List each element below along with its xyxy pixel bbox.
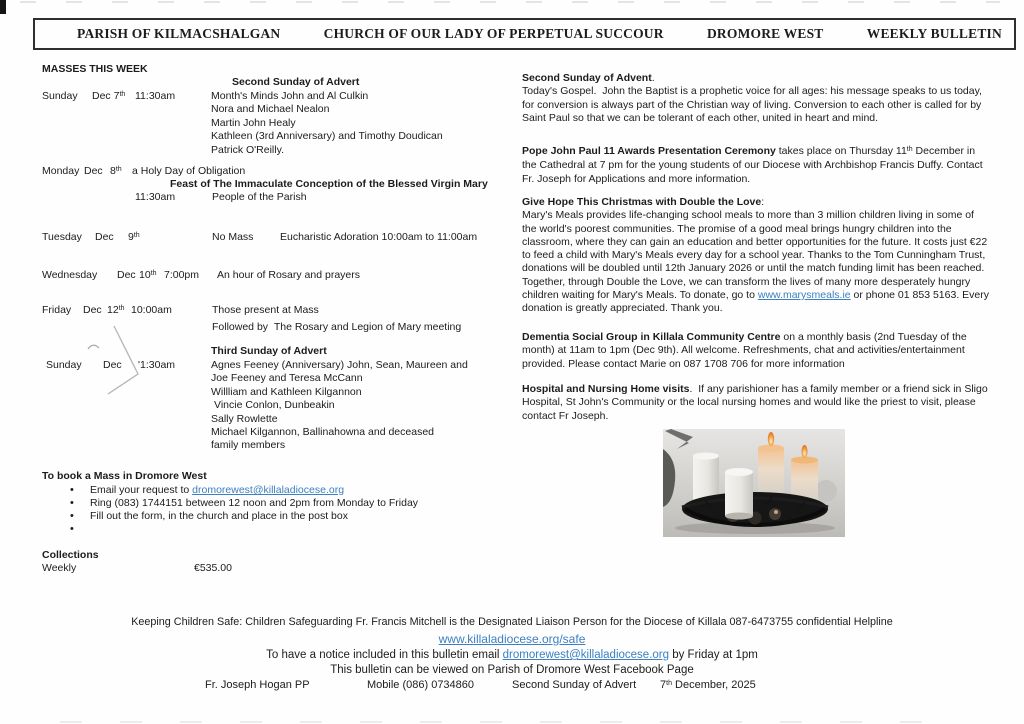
notice-give-hope-colon: : xyxy=(761,196,765,208)
notice-advent-title: Second Sunday of Advent xyxy=(522,72,652,84)
notice-dementia-body: on a monthly basis (2nd Tuesday of the month) at 11am to 1pm (Dec 9th). All welcome. Refreshments, chat and activities/entertainment provided. Please contact Marie on 087 1708 706 for more information xyxy=(522,331,967,370)
scan-streak-top xyxy=(20,1,1000,3)
notice-pope xyxy=(522,145,990,186)
wednesday-month: Dec xyxy=(117,269,136,281)
friday-date-num: 12 xyxy=(107,304,119,316)
footer-priest: Fr. Joseph Hogan PP xyxy=(205,679,310,691)
tuesday-month: Dec xyxy=(95,231,114,243)
masses-heading: MASSES THIS WEEK xyxy=(42,63,148,75)
notice-advent-body: Today's Gospel. John the Baptist is a prophetic voice for all ages: his message speaks to us today, for conversion is always part of the Christian way of living. Conversion to each other is called for by Saint Paul so that we can be tolerant of each other, united in heart and mind. xyxy=(522,85,982,124)
notice-pope-body-a: takes place on Thursday 11 xyxy=(775,145,907,157)
booking-email-link[interactable]: dromorewest@killaladiocese.org xyxy=(192,484,345,496)
marysmeals-link[interactable]: www.marysmeals.ie xyxy=(757,289,851,302)
booking-bullet-email xyxy=(90,484,344,497)
mass-intention-line: Vincie Conlon, Dunbeakin xyxy=(214,399,335,412)
mass-intention-line: Michael Kilgannon, Ballinahowna and deceased xyxy=(211,426,434,439)
monday-day: Monday xyxy=(42,165,80,177)
sunday1-date-sup: th xyxy=(119,90,126,98)
monday-note: a Holy Day of Obligation xyxy=(132,165,246,177)
notice-advent-period: . xyxy=(651,72,655,84)
wednesday-day: Wednesday xyxy=(42,269,98,281)
sunday2-title: Third Sunday of Advert xyxy=(211,345,327,357)
candle-unlit-2 xyxy=(725,468,753,520)
collections-amount: €535.00 xyxy=(194,562,232,574)
notice-dementia xyxy=(522,331,990,371)
footer-season: Second Sunday of Advert xyxy=(512,679,637,691)
advent-candles-photo xyxy=(663,429,845,537)
friday-time: 10:00am xyxy=(131,304,172,316)
booking-bullet-form: Fill out the form, in the church and place in the post box xyxy=(90,510,348,522)
friday-date-sup: th xyxy=(118,304,125,312)
notice-advent xyxy=(522,72,990,125)
monday-date-num: 8 xyxy=(110,165,116,177)
tuesday-date-sup: th xyxy=(133,231,140,239)
footer-date-num: 7 xyxy=(660,679,667,691)
wednesday-date xyxy=(139,269,157,283)
mass-intention-line: Agnes Feeney (Anniversary) John, Sean, Maureen and xyxy=(211,359,468,371)
notice-submission-post: by Friday at 1pm xyxy=(669,649,758,661)
mass-intention-line: Month's Minds John and Al Culkin xyxy=(211,90,369,102)
notice-give-hope-body-b: or phone 01 853 5163. Every donation is greatly appreciated. Thank you. xyxy=(522,289,989,315)
collections-label: Weekly xyxy=(42,562,77,574)
candle-unlit-1 xyxy=(693,453,719,501)
sunday1-day: Sunday xyxy=(42,90,78,102)
notice-give-hope xyxy=(522,196,990,316)
scan-streak-bottom xyxy=(60,721,960,723)
bullet-dot xyxy=(70,497,74,510)
masthead xyxy=(33,18,1016,50)
sunday1-time: 11:30am xyxy=(135,90,176,102)
sunday2-time: '1:30am xyxy=(138,359,176,371)
monday-feast: Feast of The Immaculate Conception of the Blessed Virgin Mary xyxy=(170,178,488,190)
parish-title: PARISH OF KILMACSHALGAN xyxy=(77,26,281,41)
monday-time: 11:30am xyxy=(135,191,176,203)
booking-bullet-ring: Ring (083) 1744151 between 12 noon and 2pm from Monday to Friday xyxy=(90,497,419,509)
notice-give-hope-title: Give Hope This Christmas with Double the Love xyxy=(522,196,762,208)
footer-date-rest: December, 2025 xyxy=(671,679,756,691)
sunday1-title: Second Sunday of Advert xyxy=(232,76,360,88)
mass-intention-line: family members xyxy=(211,439,286,452)
mass-intention-line: Sally Rowlette xyxy=(211,412,278,425)
footer-date xyxy=(660,679,756,693)
mass-intention-line: Kathleen (3rd Anniversary) and Timothy Doudican xyxy=(211,130,443,143)
notice-dementia-title: Dementia Social Group in Killala Community Centre xyxy=(522,331,781,343)
church-title: CHURCH OF OUR LADY OF PERPETUAL SUCCOUR xyxy=(323,26,664,41)
sunday2-day: Sunday xyxy=(46,359,82,371)
notice-pope-title: Pope John Paul 11 Awards Presentation Ceremony xyxy=(522,145,776,157)
wednesday-intention: An hour of Rosary and prayers xyxy=(217,269,360,281)
friday-intention2: Followed by The Rosary and Legion of Mary meeting xyxy=(212,321,462,333)
tuesday-date-num: 9 xyxy=(128,231,134,243)
killaladiocese-safe-link[interactable]: www.killaladiocese.org/safe xyxy=(438,632,586,646)
wednesday-time: 7:00pm xyxy=(164,269,200,281)
bullet-dot xyxy=(70,523,74,536)
notice-pope-body-b: December in the Cathedral at 7 pm for the young students of our Diocese with Archbishop Francis Duffy. Contact Fr. Joseph for Applications and more information. xyxy=(522,145,983,185)
safeguarding-line: Keeping Children Safe: Children Safeguarding Fr. Francis Mitchell is the Designated Liaison Person for the Diocese of Killala 087-6473755 confidential Helpline xyxy=(131,616,893,628)
notice-hospital-body: . If any parishioner has a family member or a friend sick in Sligo Hospital, St John's Community or the local nursing homes and would like the priest to visit, please contact Fr Joseph. xyxy=(522,383,988,422)
friday-month: Dec xyxy=(83,304,102,316)
sunday1-date xyxy=(92,90,125,104)
notice-hospital xyxy=(522,383,990,423)
mass-intention-line: Willliam and Kathleen Kilgannon xyxy=(211,385,362,398)
monday-date-sup: th xyxy=(115,165,122,173)
scan-artifact-corner xyxy=(0,0,6,14)
notice-pope-sup: th xyxy=(906,145,913,153)
notice-submission-pre: To have a notice included in this bulletin email xyxy=(266,649,503,661)
tuesday-date xyxy=(128,231,140,245)
friday-day: Friday xyxy=(42,304,72,316)
friday-date xyxy=(107,304,125,318)
location-title: DROMORE WEST xyxy=(706,26,824,41)
monday-month: Dec xyxy=(84,165,103,177)
mass-intention-line: Nora and Michael Nealon xyxy=(211,103,330,116)
sunday1-date-text: Dec 7 xyxy=(92,90,120,102)
tuesday-day: Tuesday xyxy=(42,231,82,243)
mass-intention-line: Martin John Healy xyxy=(211,116,296,129)
notice-give-hope-body-a: Mary's Meals provides life-changing school meals to more than 3 million children living in some of the world's poorest communities. The promise of a good meal brings hungry children into the classroom, where they can gain an education and better opportunities for the future. It costs just €22 to feed a child with Mary's Meals every day for a school year. Thanks to the Tom Cunningham Trust, donations will be doubled until 12th January 2026 or until the match funding limit has been reached. Together, through Double the Love, we can transform the lives of many more desperately hungry children waiting for Mary's Meals. To donate, go to xyxy=(522,209,988,302)
footer-mobile: Mobile (086) 0734860 xyxy=(367,679,475,691)
safeguarding-link-line xyxy=(0,632,1024,646)
friday-intention1: Those present at Mass xyxy=(212,304,319,316)
notice-submission-line xyxy=(0,649,1024,661)
bulletin-title: WEEKLY BULLETIN xyxy=(866,26,1002,41)
monday-intention: People of the Parish xyxy=(212,191,307,203)
tuesday-detail: Eucharistic Adoration 10:00am to 11:00am xyxy=(280,231,478,243)
booking-email-text: Email your request to xyxy=(90,484,193,496)
mass-intention-line: Joe Feeney and Teresa McCann xyxy=(211,372,363,385)
bullet-dot xyxy=(70,484,74,497)
facebook-line: This bulletin can be viewed on Parish of Dromore West Facebook Page xyxy=(330,664,694,676)
sunday1-intentions xyxy=(211,90,443,157)
tuesday-status: No Mass xyxy=(212,231,254,243)
notice-hospital-title: Hospital and Nursing Home visits xyxy=(522,383,690,395)
footer-email-link[interactable]: dromorewest@killaladiocese.org xyxy=(502,649,670,661)
booking-heading: To book a Mass in Dromore West xyxy=(42,470,207,482)
wednesday-date-num: 10 xyxy=(139,269,151,281)
sunday2-intentions xyxy=(211,359,468,453)
monday-date xyxy=(110,165,122,179)
wednesday-date-sup: th xyxy=(150,269,157,277)
footer-date-sup: th xyxy=(666,679,672,687)
sunday2-month: Dec xyxy=(103,359,122,371)
mass-intention-line: Patrick O'Reilly. xyxy=(211,143,284,156)
collections-heading: Collections xyxy=(42,549,99,561)
bullet-dot xyxy=(70,510,74,523)
